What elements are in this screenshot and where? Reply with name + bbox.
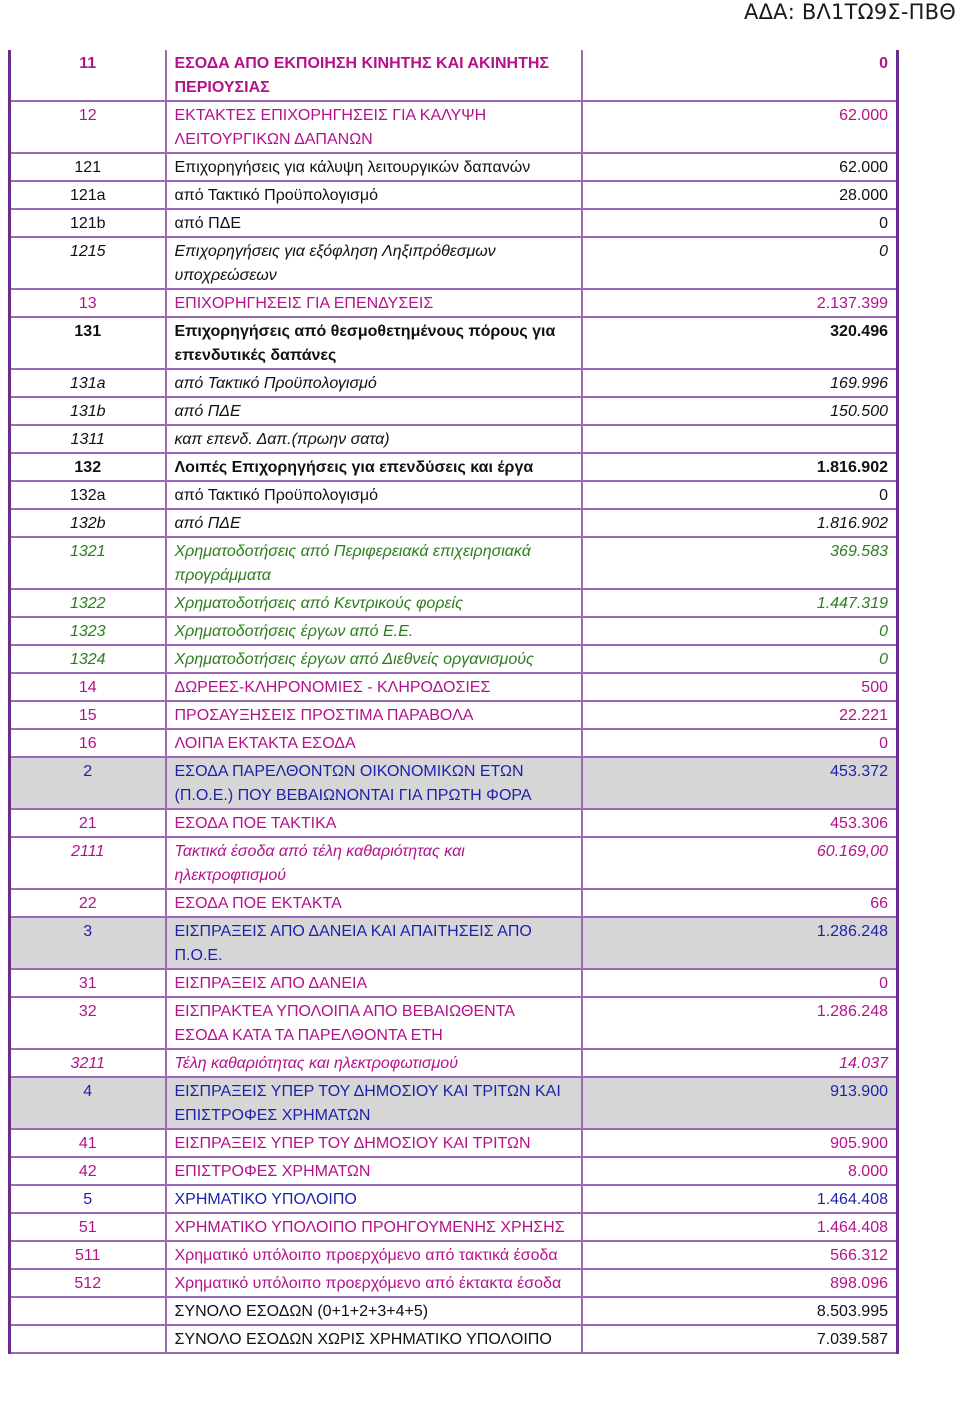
code-cell: 15	[10, 701, 166, 729]
code-cell	[10, 1297, 166, 1325]
description-cell: ΕΙΣΠΡΑΞΕΙΣ ΥΠΕΡ ΤΟΥ ΔΗΜΟΣΙΟΥ ΚΑΙ ΤΡΙΤΩΝ ΚΑΙ ΕΠΙΣΤΡΟΦΕΣ ΧΡΗΜΑΤΩΝ	[166, 1077, 582, 1129]
description-cell: ΔΩΡΕΕΣ-ΚΛΗΡΟΝΟΜΙΕΣ - ΚΛΗΡΟΔΟΣΙΕΣ	[166, 673, 582, 701]
amount-cell: 0	[582, 645, 898, 673]
table-row	[10, 153, 898, 181]
table-row	[10, 589, 898, 617]
code-cell: 1322	[10, 589, 166, 617]
description-cell: ΣΥΝΟΛΟ ΕΣΟΔΩΝ ΧΩΡΙΣ ΧΡΗΜΑΤΙΚΟ ΥΠΟΛΟΙΠΟ	[166, 1325, 582, 1353]
ada-code: ΑΔΑ: ΒΛ1ΤΩ9Σ-ΠΒΘ	[744, 0, 956, 24]
description-cell: Τακτικά έσοδα από τέλη καθαριότητας και ηλεκτροφτισμού	[166, 837, 582, 889]
code-cell: 121a	[10, 181, 166, 209]
table-row	[10, 997, 898, 1049]
description-cell: από ΠΔΕ	[166, 397, 582, 425]
description-cell: ΠΡΟΣΑΥΞΗΣΕΙΣ ΠΡΟΣΤΙΜΑ ΠΑΡΑΒΟΛΑ	[166, 701, 582, 729]
table-row	[10, 1185, 898, 1213]
table-row	[10, 181, 898, 209]
code-cell: 121	[10, 153, 166, 181]
amount-cell: 62.000	[582, 101, 898, 153]
amount-cell: 0	[582, 50, 898, 101]
table-row	[10, 1241, 898, 1269]
table-row	[10, 837, 898, 889]
code-cell: 5	[10, 1185, 166, 1213]
table-row	[10, 917, 898, 969]
table-row	[10, 425, 898, 453]
code-cell: 131b	[10, 397, 166, 425]
amount-cell: 28.000	[582, 181, 898, 209]
table-row	[10, 289, 898, 317]
code-cell: 3211	[10, 1049, 166, 1077]
code-cell: 131a	[10, 369, 166, 397]
amount-cell: 320.496	[582, 317, 898, 369]
description-cell: ΕΣΟΔΑ ΑΠΟ ΕΚΠΟΙΗΣΗ ΚΙΝΗΤΗΣ ΚΑΙ ΑΚΙΝΗΤΗΣ ΠΕΡΙΟΥΣΙΑΣ	[166, 50, 582, 101]
code-cell: 11	[10, 50, 166, 101]
description-cell: Χρηματικό υπόλοιπο προερχόμενο από τακτικά έσοδα	[166, 1241, 582, 1269]
description-cell: Χρηματοδοτήσεις από Κεντρικούς φορείς	[166, 589, 582, 617]
table-row	[10, 673, 898, 701]
code-cell: 12	[10, 101, 166, 153]
table-row	[10, 1129, 898, 1157]
amount-cell: 500	[582, 673, 898, 701]
table-row	[10, 1077, 898, 1129]
amount-cell: 0	[582, 237, 898, 289]
table-row	[10, 969, 898, 997]
amount-cell: 369.583	[582, 537, 898, 589]
amount-cell: 898.096	[582, 1269, 898, 1297]
amount-cell: 1.286.248	[582, 997, 898, 1049]
code-cell: 1215	[10, 237, 166, 289]
code-cell: 132a	[10, 481, 166, 509]
table-row	[10, 453, 898, 481]
table-row	[10, 701, 898, 729]
code-cell: 132b	[10, 509, 166, 537]
description-cell: από Τακτικό Προϋπολογισμό	[166, 481, 582, 509]
table-row	[10, 50, 898, 101]
description-cell: Χρηματοδοτήσεις έργων από Ε.Ε.	[166, 617, 582, 645]
description-cell: Χρηματοδοτήσεις από Περιφερειακά επιχειρησιακά προγράμματα	[166, 537, 582, 589]
description-cell: από ΠΔΕ	[166, 209, 582, 237]
code-cell: 121b	[10, 209, 166, 237]
description-cell: Χρηματοδοτήσεις έργων από Διεθνείς οργανισμούς	[166, 645, 582, 673]
description-cell: ΕΙΣΠΡΑΚΤΕΑ ΥΠΟΛΟΙΠΑ ΑΠΟ ΒΕΒΑΙΩΘΕΝΤΑ ΕΣΟΔΑ ΚΑΤΑ ΤΑ ΠΑΡΕΛΘΟΝΤΑ ΕΤΗ	[166, 997, 582, 1049]
amount-cell: 150.500	[582, 397, 898, 425]
table-row	[10, 1049, 898, 1077]
amount-cell: 62.000	[582, 153, 898, 181]
table-row	[10, 1269, 898, 1297]
table-row	[10, 1213, 898, 1241]
table-row	[10, 1157, 898, 1185]
table-row	[10, 889, 898, 917]
code-cell: 511	[10, 1241, 166, 1269]
description-cell: από Τακτικό Προϋπολογισμό	[166, 181, 582, 209]
amount-cell: 1.816.902	[582, 453, 898, 481]
table-row	[10, 1297, 898, 1325]
table-row	[10, 537, 898, 589]
amount-cell	[582, 425, 898, 453]
amount-cell: 453.372	[582, 757, 898, 809]
code-cell: 42	[10, 1157, 166, 1185]
code-cell	[10, 1325, 166, 1353]
table-row	[10, 237, 898, 289]
code-cell: 132	[10, 453, 166, 481]
code-cell: 2111	[10, 837, 166, 889]
description-cell: ΕΙΣΠΡΑΞΕΙΣ ΑΠΟ ΔΑΝΕΙΑ	[166, 969, 582, 997]
code-cell: 32	[10, 997, 166, 1049]
description-cell: Επιχορηγήσεις για κάλυψη λειτουργικών δαπανών	[166, 153, 582, 181]
table-row	[10, 1325, 898, 1353]
description-cell: ΕΣΟΔΑ ΠΑΡΕΛΘΟΝΤΩΝ ΟΙΚΟΝΟΜΙΚΩΝ ΕΤΩΝ (Π.Ο.Ε.) ΠΟΥ ΒΕΒΑΙΩΝΟΝΤΑΙ ΓΙΑ ΠΡΩΤΗ ΦΟΡΑ	[166, 757, 582, 809]
amount-cell: 60.169,00	[582, 837, 898, 889]
description-cell: ΕΠΙΣΤΡΟΦΕΣ ΧΡΗΜΑΤΩΝ	[166, 1157, 582, 1185]
description-cell: από Τακτικό Προϋπολογισμό	[166, 369, 582, 397]
description-cell: ΕΣΟΔΑ ΠΟΕ ΤΑΚΤΙΚΑ	[166, 809, 582, 837]
description-cell: Επιχορηγήσεις για εξόφληση Ληξιπρόθεσμων υποχρεώσεων	[166, 237, 582, 289]
amount-cell: 8.000	[582, 1157, 898, 1185]
description-cell: ΕΙΣΠΡΑΞΕΙΣ ΥΠΕΡ ΤΟΥ ΔΗΜΟΣΙΟΥ ΚΑΙ ΤΡΙΤΩΝ	[166, 1129, 582, 1157]
description-cell: Επιχορηγήσεις από θεσμοθετημένους πόρους για επενδυτικές δαπάνες	[166, 317, 582, 369]
code-cell: 512	[10, 1269, 166, 1297]
description-cell: ΕΣΟΔΑ ΠΟΕ ΕΚΤΑΚΤΑ	[166, 889, 582, 917]
code-cell: 31	[10, 969, 166, 997]
code-cell: 4	[10, 1077, 166, 1129]
amount-cell: 8.503.995	[582, 1297, 898, 1325]
description-cell: Χρηματικό υπόλοιπο προερχόμενο από έκτακτα έσοδα	[166, 1269, 582, 1297]
code-cell: 1324	[10, 645, 166, 673]
table-row	[10, 757, 898, 809]
amount-cell: 0	[582, 617, 898, 645]
table-row	[10, 617, 898, 645]
revenue-table-body	[10, 50, 898, 1353]
amount-cell: 1.286.248	[582, 917, 898, 969]
amount-cell: 1.816.902	[582, 509, 898, 537]
revenue-table	[8, 50, 899, 1354]
amount-cell: 0	[582, 481, 898, 509]
table-row	[10, 317, 898, 369]
code-cell: 51	[10, 1213, 166, 1241]
table-row	[10, 509, 898, 537]
table-row	[10, 209, 898, 237]
amount-cell: 0	[582, 729, 898, 757]
amount-cell: 0	[582, 209, 898, 237]
amount-cell: 1.464.408	[582, 1185, 898, 1213]
code-cell: 14	[10, 673, 166, 701]
description-cell: ΧΡΗΜΑΤΙΚΟ ΥΠΟΛΟΙΠΟ	[166, 1185, 582, 1213]
description-cell: από ΠΔΕ	[166, 509, 582, 537]
description-cell: Τέλη καθαριότητας και ηλεκτροφωτισμού	[166, 1049, 582, 1077]
amount-cell: 566.312	[582, 1241, 898, 1269]
amount-cell: 14.037	[582, 1049, 898, 1077]
description-cell: ΕΠΙΧΟΡΗΓΗΣΕΙΣ ΓΙΑ ΕΠΕΝΔΥΣΕΙΣ	[166, 289, 582, 317]
description-cell: ΕΙΣΠΡΑΞΕΙΣ ΑΠΟ ΔΑΝΕΙΑ ΚΑΙ ΑΠΑΙΤΗΣΕΙΣ ΑΠΟ Π.Ο.Ε.	[166, 917, 582, 969]
code-cell: 22	[10, 889, 166, 917]
amount-cell: 453.306	[582, 809, 898, 837]
code-cell: 13	[10, 289, 166, 317]
table-row	[10, 645, 898, 673]
description-cell: καπ επενδ. Δαπ.(πρωην σατα)	[166, 425, 582, 453]
table-row	[10, 101, 898, 153]
amount-cell: 0	[582, 969, 898, 997]
code-cell: 1321	[10, 537, 166, 589]
amount-cell: 905.900	[582, 1129, 898, 1157]
code-cell: 131	[10, 317, 166, 369]
amount-cell: 2.137.399	[582, 289, 898, 317]
amount-cell: 913.900	[582, 1077, 898, 1129]
code-cell: 2	[10, 757, 166, 809]
code-cell: 1323	[10, 617, 166, 645]
table-row	[10, 369, 898, 397]
code-cell: 41	[10, 1129, 166, 1157]
code-cell: 3	[10, 917, 166, 969]
table-row	[10, 809, 898, 837]
code-cell: 1311	[10, 425, 166, 453]
description-cell: ΣΥΝΟΛΟ ΕΣΟΔΩΝ (0+1+2+3+4+5)	[166, 1297, 582, 1325]
table-row	[10, 481, 898, 509]
table-row	[10, 729, 898, 757]
table-row	[10, 397, 898, 425]
amount-cell: 7.039.587	[582, 1325, 898, 1353]
description-cell: Λοιπές Επιχορηγήσεις για επενδύσεις και έργα	[166, 453, 582, 481]
description-cell: ΛΟΙΠΑ ΕΚΤΑΚΤΑ ΕΣΟΔΑ	[166, 729, 582, 757]
amount-cell: 22.221	[582, 701, 898, 729]
code-cell: 21	[10, 809, 166, 837]
description-cell: ΕΚΤΑΚΤΕΣ ΕΠΙΧΟΡΗΓΗΣΕΙΣ ΓΙΑ ΚΑΛΥΨΗ ΛΕΙΤΟΥΡΓΙΚΩΝ ΔΑΠΑΝΩΝ	[166, 101, 582, 153]
description-cell: ΧΡΗΜΑΤΙΚΟ ΥΠΟΛΟΙΠΟ ΠΡΟΗΓΟΥΜΕΝΗΣ ΧΡΗΣΗΣ	[166, 1213, 582, 1241]
code-cell: 16	[10, 729, 166, 757]
amount-cell: 66	[582, 889, 898, 917]
amount-cell: 1.464.408	[582, 1213, 898, 1241]
amount-cell: 1.447.319	[582, 589, 898, 617]
amount-cell: 169.996	[582, 369, 898, 397]
